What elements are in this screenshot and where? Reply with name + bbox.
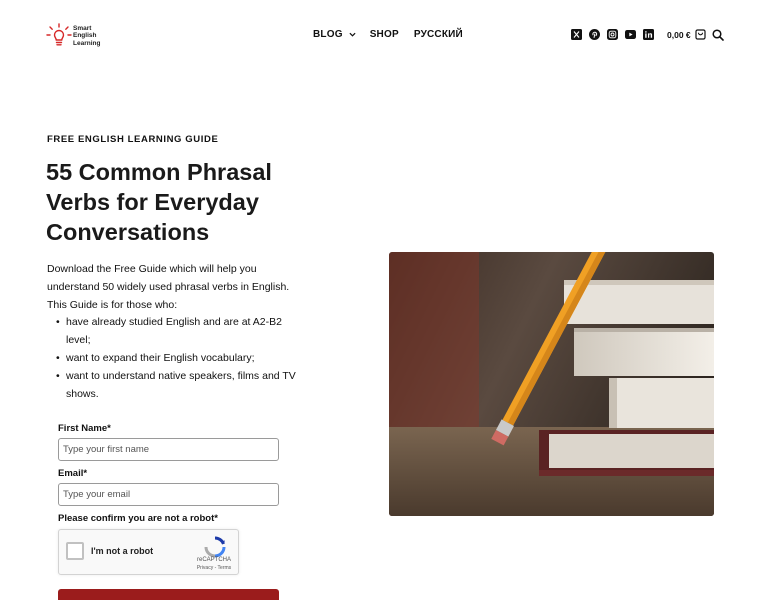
- hero-image: [389, 252, 714, 516]
- recaptcha-label: I'm not a robot: [91, 546, 154, 556]
- chevron-down-icon: [349, 31, 356, 38]
- site-logo[interactable]: [46, 22, 106, 50]
- description-text: Download the Free Guide which will help you understand 50 widely used phrasal verbs in English.: [47, 263, 290, 293]
- logo-text: [73, 25, 100, 48]
- list-item: • want to expand their English vocabulary;: [56, 349, 306, 367]
- social-links: [571, 29, 661, 40]
- email-field[interactable]: [58, 483, 279, 506]
- hero-kicker: FREE ENGLISH LEARNING GUIDE: [47, 134, 219, 145]
- nav-shop-label: SHOP: [369, 29, 399, 40]
- cart-button[interactable]: [667, 29, 706, 40]
- cart-amount: 0,00 €: [667, 29, 691, 40]
- email-label: Email*: [58, 468, 88, 479]
- robot-check-label: Please confirm you are not a robot*: [58, 513, 218, 524]
- pinterest-icon[interactable]: [589, 29, 600, 40]
- signup-form: [58, 423, 280, 571]
- lightbulb-logo-icon: [46, 23, 72, 49]
- download-button[interactable]: [58, 589, 279, 600]
- youtube-icon[interactable]: [625, 29, 636, 40]
- shopping-bag-icon: [695, 29, 706, 40]
- logo-line-1: Smart: [73, 24, 92, 32]
- nav-item-russian[interactable]: [414, 29, 463, 40]
- hero-description: [47, 260, 307, 314]
- logo-line-2: English: [73, 32, 97, 40]
- recaptcha-logo-icon: [204, 536, 226, 558]
- list-item: • have already studied English and are at A2-B2 level;: [56, 313, 306, 349]
- linkedin-icon[interactable]: [643, 29, 654, 40]
- list-item: • want to understand native speakers, films and TV shows.: [56, 367, 306, 403]
- x-icon[interactable]: [571, 29, 582, 40]
- main-nav: [313, 29, 463, 40]
- search-icon[interactable]: [712, 29, 724, 41]
- site-header: [0, 0, 760, 70]
- audience-list: [56, 313, 306, 403]
- page-title: 55 Common Phrasal Verbs for Everyday Conversations: [46, 159, 272, 245]
- first-name-label: First Name*: [58, 423, 111, 434]
- recaptcha-brand: reCAPTCHA: [196, 557, 231, 563]
- logo-line-3: Learning: [73, 39, 101, 47]
- nav-blog-label: BLOG: [313, 29, 343, 40]
- recaptcha-privacy-links[interactable]: Privacy - Terms: [196, 565, 232, 571]
- recaptcha-checkbox[interactable]: [66, 542, 84, 560]
- nav-item-shop[interactable]: [370, 29, 399, 40]
- audience-intro: This Guide is for those who:: [47, 299, 178, 311]
- recaptcha-widget: [58, 529, 239, 575]
- nav-item-blog[interactable]: [313, 29, 356, 40]
- first-name-field[interactable]: [58, 438, 279, 461]
- instagram-icon[interactable]: [607, 29, 618, 40]
- nav-russian-label: РУССКИЙ: [413, 29, 463, 40]
